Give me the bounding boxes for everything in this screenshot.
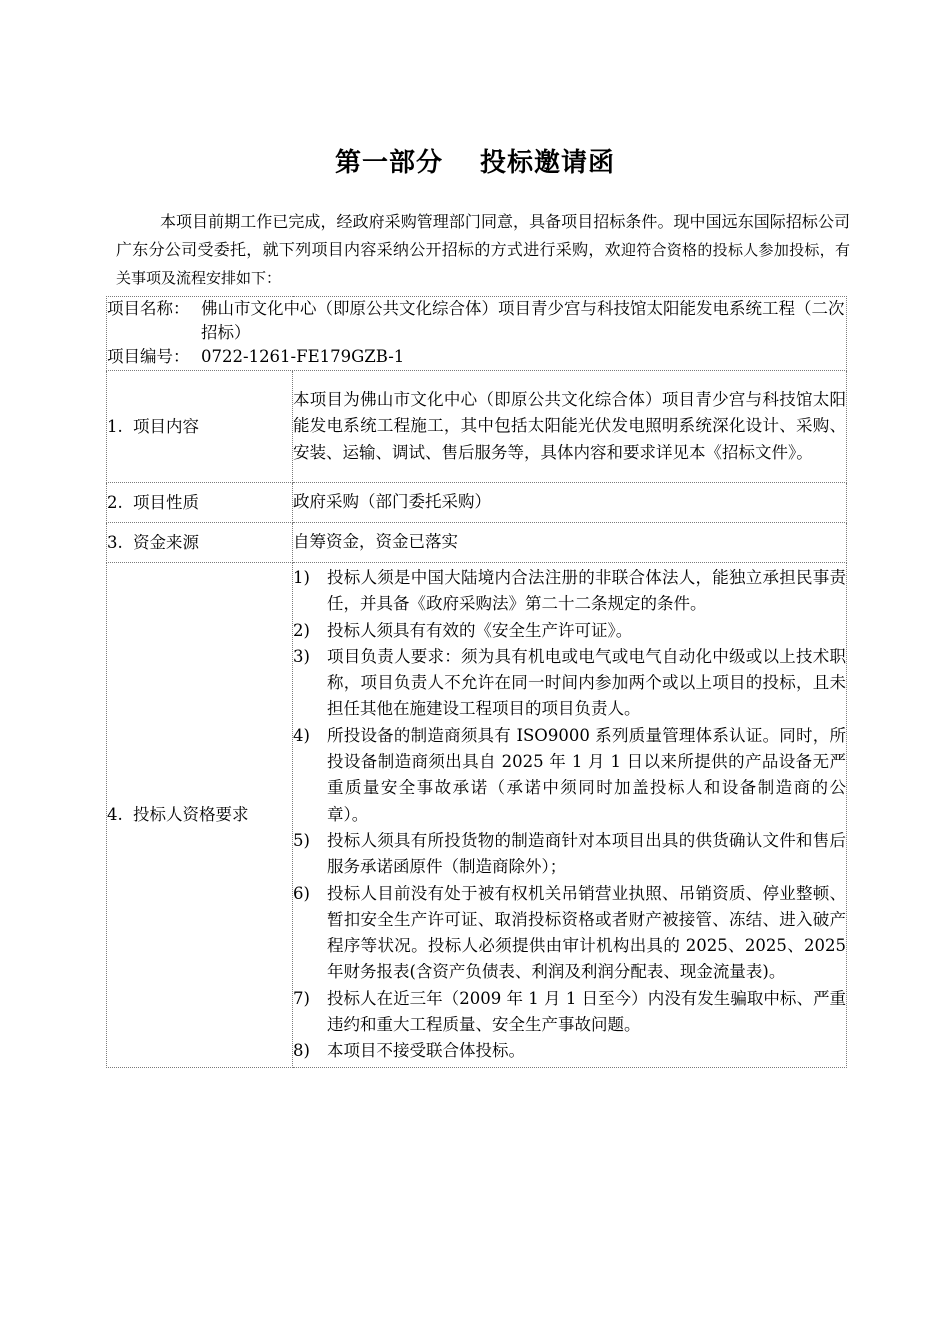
- item-number: 8): [293, 1041, 310, 1061]
- item-text: 本项目不接受联合体投标。: [327, 1041, 525, 1061]
- list-item: [293, 828, 846, 881]
- project-code-value: 0722-1261-FE179GZB-1: [201, 347, 405, 366]
- row-label-text: 资金来源: [133, 532, 199, 552]
- item-text: 投标人须具有所投货物的制造商针对本项目出具的供货确认文件和售后服务承诺函原件（制造商除外）；: [327, 830, 846, 877]
- list-item: [293, 986, 846, 1039]
- item-text: 所投设备的制造商须具有 ISO9000 系列质量管理体系认证。同时，所投设备制造商须出具自 2025 年 1 月 1 日以来所提供的产品设备无严重质量安全事故承诺（承诺中须同时加盖投标人和设备制造商的公章）。: [327, 725, 846, 824]
- item-number: 7): [293, 988, 310, 1008]
- table-row: [107, 523, 847, 563]
- item-number: 2): [293, 620, 310, 640]
- row-label-text: 项目内容: [133, 416, 199, 436]
- item-text: 投标人目前没有处于被有权机关吊销营业执照、吊销资质、停业整顿、暂扣安全生产许可证、取消投标资格或者财产被接管、冻结、进入破产程序等状况。投标人必须提供由审计机构出具的 2025、2025、2025 年财务报表(含资产负债表、利润及利润分配表、现金流量表)。: [327, 883, 846, 982]
- row-number: 2.: [107, 492, 123, 512]
- table-row: [107, 371, 847, 483]
- list-item: [293, 881, 846, 986]
- project-header-row: [107, 297, 847, 371]
- row-label: [107, 371, 293, 483]
- project-name-label: 项目名称：: [107, 299, 190, 318]
- item-text: 项目负责人要求：须为具有机电或电气或电气自动化中级或以上技术职称，项目负责人不允许在同一时间内参加两个或以上项目的投标，且未担任其他在施建设工程项目的项目负责人。: [327, 646, 846, 719]
- list-item: [293, 644, 846, 723]
- row-number: 4.: [107, 804, 123, 824]
- list-item: [293, 1038, 846, 1064]
- invitation-table: [106, 296, 847, 1068]
- table-row: [107, 563, 847, 1068]
- requirements-list: [293, 565, 846, 1065]
- row-number: 3.: [107, 532, 123, 552]
- intro-tail: 迎符合资格的投标人参加投标，有关事项及流程安排如下：: [116, 241, 850, 287]
- item-number: 3): [293, 646, 310, 666]
- row-label: [107, 523, 293, 563]
- item-number: 6): [293, 883, 310, 903]
- item-text: 投标人须是中国大陆境内合法注册的非联合体法人，能独立承担民事责任，并具备《政府采购法》第二十二条规定的条件。: [327, 568, 846, 614]
- requirements-cell: [293, 563, 847, 1068]
- project-code-line: [107, 345, 846, 369]
- list-item: [293, 723, 846, 828]
- intro-main: 本项目前期工作已完成，经政府采购管理部门同意，具备项目招标条件。现中国远东国际招标公司广东分公司受委托，就下列项目内容采纳公开招标的方式进行采购，欢: [116, 212, 850, 259]
- table-row: [107, 483, 847, 523]
- row-number: 1.: [107, 416, 123, 436]
- row-label: [107, 563, 293, 1068]
- project-header-cell: [107, 297, 847, 371]
- project-name-value: 佛山市文化中心（即原公共文化综合体）项目青少宫与科技馆太阳能发电系统工程（二次招标）: [201, 299, 845, 342]
- item-text: 投标人在近三年（2009 年 1 月 1 日至今）内没有发生骗取中标、严重违约和重大工程质量、安全生产事故问题。: [327, 988, 846, 1035]
- item-number: 1): [293, 568, 310, 587]
- list-item: [293, 618, 846, 644]
- item-number: 4): [293, 725, 310, 745]
- project-name-line: [107, 297, 846, 345]
- row-value: 本项目为佛山市文化中心（即原公共文化综合体）项目青少宫与科技馆太阳能发电系统工程施工，其中包括太阳能光伏发电照明系统深化设计、采购、安装、运输、调试、售后服务等，具体内容和要求详见本《招标文件》。: [293, 371, 847, 483]
- row-value: 政府采购（部门委托采购）: [293, 483, 847, 523]
- item-text: 投标人须具有有效的《安全生产许可证》。: [327, 620, 633, 640]
- list-item: [293, 565, 846, 618]
- page-title: 第一部分 投标邀请函: [334, 148, 616, 178]
- row-label-text: 投标人资格要求: [133, 804, 249, 824]
- row-value: 自筹资金，资金已落实: [293, 523, 847, 563]
- item-number: 5): [293, 830, 310, 850]
- row-label: [107, 483, 293, 523]
- row-label-text: 项目性质: [133, 492, 199, 512]
- project-code-label: 项目编号：: [107, 347, 190, 366]
- intro-paragraph: [116, 208, 850, 292]
